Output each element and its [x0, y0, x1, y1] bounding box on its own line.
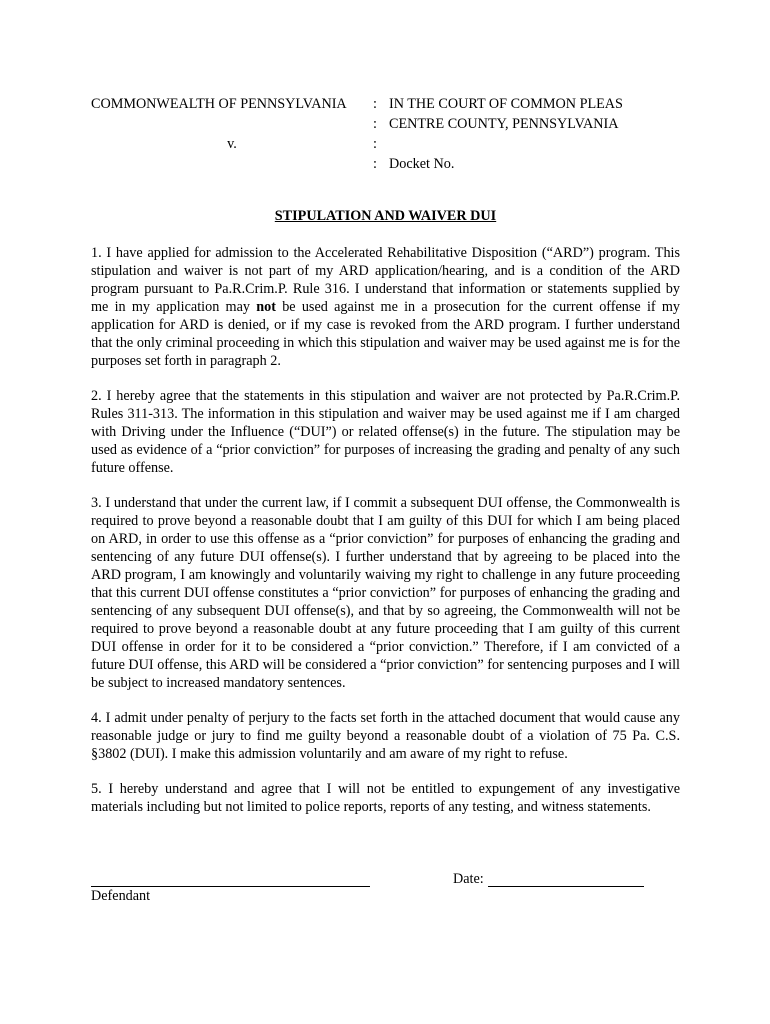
document-title: STIPULATION AND WAIVER DUI [274, 208, 497, 224]
defendant-label: Defendant [91, 888, 151, 904]
caption-colon: : [373, 136, 377, 152]
versus-label: v. [227, 136, 237, 152]
caption-colon: : [373, 156, 377, 172]
caption-row [91, 94, 691, 114]
caption-colon: : [373, 116, 377, 132]
date-line[interactable] [488, 886, 644, 887]
paragraph-1-text: 1. I have applied for admission to the Accelerated Rehabilitative Disposition (“ARD”) program. This stipulation and waiver is not part of my ARD application/hearing, and is a condition of the ARD program pursuant to Pa.R.Crim.P. Rule 316. I understand that information or statements supplied by me in my application may [91, 245, 680, 315]
paragraph-1-text-continued: be used against me in a prosecution for the current offense if my application for ARD is denied, or if my case is revoked from the ARD program. I further understand that the only criminal proceeding in which this stipulation and waiver may be used against me is for the purposes set forth in paragraph 2. [91, 299, 680, 369]
case-caption [91, 94, 691, 174]
paragraph-5: 5. I hereby understand and agree that I will not be entitled to expungement of any investigative materials including but not limited to police reports, reports of any testing, and witness statements. [91, 781, 680, 815]
paragraph-1 [91, 244, 680, 370]
signature-block [91, 870, 680, 920]
caption-blank [389, 134, 691, 154]
paragraph-3: 3. I understand that under the current law, if I commit a subsequent DUI offense, the Commonwealth is required to prove beyond a reasonable doubt that I am guilty of this DUI for which I am being placed on ARD, in order to use this offense as a “prior conviction” for purposes of enhancing the grading and sentencing of any future DUI offense(s). I further understand that by agreeing to be placed into the ARD program, I am knowingly and voluntarily waiving my right to challenge in any future proceeding that this current DUI offense constitutes a “prior conviction” for purposes of enhancing the grading and sentencing of any subsequent DUI offense(s), and that by so agreeing, the Commonwealth will not be required to prove beyond a reasonable doubt at any future proceeding that I am guilty of this current DUI offense in order for it to be considered a “prior conviction.” Therefore, if I am convicted of a future DUI offense, this ARD will be considered a “prior conviction” for sentencing purposes and I will be subject to increased mandatory sentences. [91, 495, 680, 691]
plaintiff-name: COMMONWEALTH OF PENNSYLVANIA [91, 96, 347, 112]
caption-blank [91, 154, 373, 174]
court-name: IN THE COURT OF COMMON PLEAS [389, 96, 623, 112]
paragraph-4: 4. I admit under penalty of perjury to the facts set forth in the attached document that would cause any reasonable judge or jury to find me guilty beyond a reasonable doubt of a violation of 75 Pa. C.S. §3802 (DUI). I make this admission voluntarily and am aware of my right to refuse. [91, 710, 680, 762]
document-body [91, 244, 680, 833]
county-name: CENTRE COUNTY, PENNSYLVANIA [389, 116, 619, 132]
caption-row [91, 134, 691, 154]
caption-blank [91, 114, 373, 134]
caption-row [91, 114, 691, 134]
caption-colon: : [373, 96, 377, 112]
paragraph-2: 2. I hereby agree that the statements in this stipulation and waiver are not protected by Pa.R.Crim.P. Rules 311-313. The information in this stipulation and waiver may be used against me if I am charged with Driving under the Influence (“DUI”) or related offense(s) in the future. The stipulation may be used as evidence of a “prior conviction” for purposes of increasing the grading and penalty of any such future offense. [91, 388, 680, 476]
date-label: Date: [453, 871, 484, 887]
emphasis-not: not [256, 299, 276, 315]
caption-row [91, 154, 691, 174]
docket-number-label: Docket No. [389, 156, 455, 172]
